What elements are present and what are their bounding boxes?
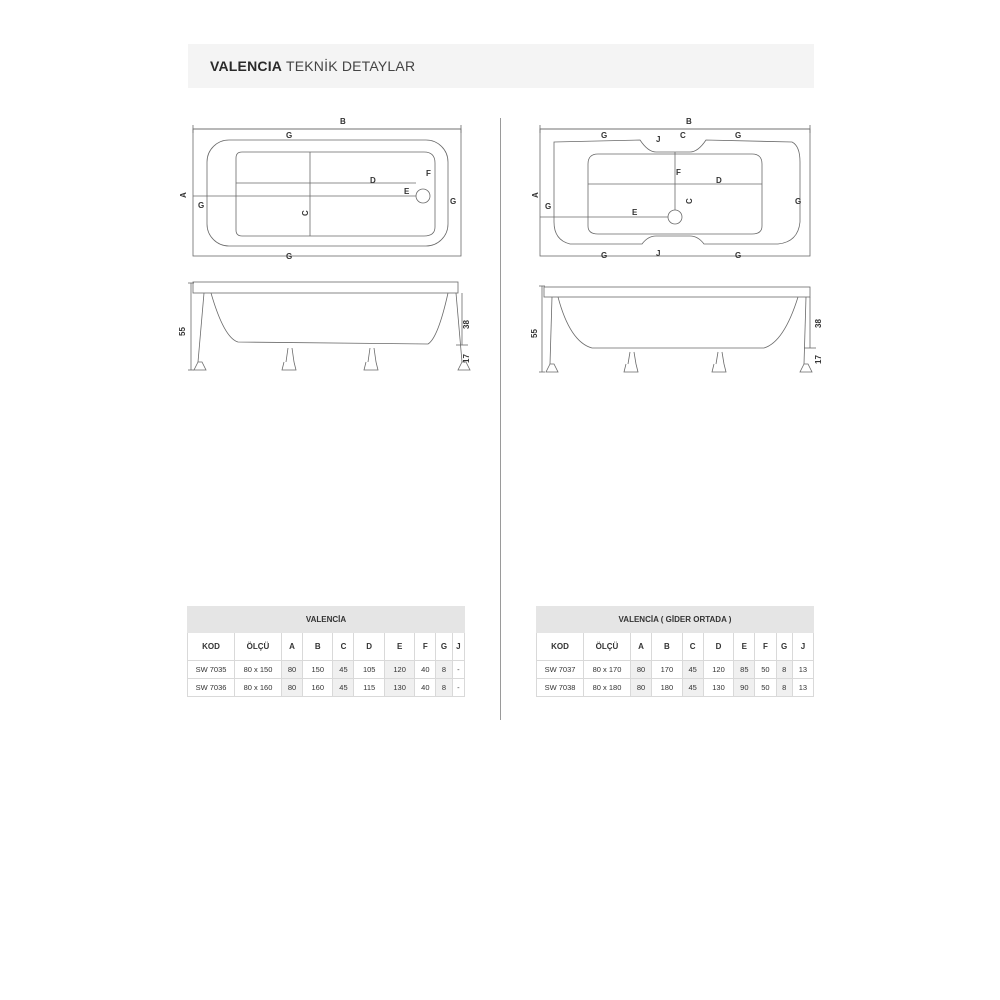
cell: 8 xyxy=(776,661,792,679)
right-side-view-drawing xyxy=(528,280,828,380)
cell: SW 7038 xyxy=(537,679,584,697)
cell: 180 xyxy=(652,679,683,697)
col-header-g: G xyxy=(776,633,792,661)
cell: 150 xyxy=(303,661,333,679)
col-header-j: J xyxy=(452,633,464,661)
label-c-top: C xyxy=(680,131,686,140)
label-17: 17 xyxy=(814,355,823,364)
table-title: VALENCİA ( GİDER ORTADA ) xyxy=(537,607,814,633)
cell: - xyxy=(452,661,464,679)
label-55: 55 xyxy=(178,327,187,336)
label-38: 38 xyxy=(462,320,471,329)
col-header-j: J xyxy=(792,633,813,661)
table-row xyxy=(537,679,814,697)
label-b: B xyxy=(686,117,692,126)
col-header-b: B xyxy=(652,633,683,661)
column-divider xyxy=(500,118,501,720)
cell: SW 7035 xyxy=(188,661,235,679)
label-17: 17 xyxy=(462,354,471,363)
label-j-top: J xyxy=(656,135,661,144)
label-g-top: G xyxy=(286,131,293,140)
label-c: C xyxy=(301,210,310,216)
label-d: D xyxy=(370,176,376,185)
cell: 45 xyxy=(333,679,354,697)
label-g-left: G xyxy=(545,202,552,211)
cell: 45 xyxy=(682,661,703,679)
label-a: A xyxy=(179,192,188,198)
cell: 50 xyxy=(755,679,776,697)
cell: 120 xyxy=(703,661,734,679)
col-header-e: E xyxy=(384,633,414,661)
cell: 115 xyxy=(354,679,384,697)
label-g-bottom: G xyxy=(286,252,293,261)
col-header-olcu: ÖLÇÜ xyxy=(235,633,282,661)
col-header-f: F xyxy=(755,633,776,661)
col-header-kod: KOD xyxy=(537,633,584,661)
cell: SW 7037 xyxy=(537,661,584,679)
col-header-c: C xyxy=(333,633,354,661)
col-header-c: C xyxy=(682,633,703,661)
cell: 130 xyxy=(703,679,734,697)
cell: 80 xyxy=(282,661,303,679)
label-38: 38 xyxy=(814,319,823,328)
col-header-f: F xyxy=(415,633,436,661)
left-side-view-drawing xyxy=(176,278,476,378)
label-a: A xyxy=(531,192,540,198)
cell: 8 xyxy=(436,661,452,679)
cell: 80 x 180 xyxy=(584,679,631,697)
left-top-view-drawing xyxy=(180,112,470,272)
cell: 8 xyxy=(436,679,452,697)
cell: 40 xyxy=(415,661,436,679)
label-g-bottom-right: G xyxy=(735,251,742,260)
table-header-row xyxy=(188,633,465,661)
cell: 80 xyxy=(631,679,652,697)
col-header-d: D xyxy=(354,633,384,661)
cell: 130 xyxy=(384,679,414,697)
cell: 90 xyxy=(734,679,755,697)
cell: 13 xyxy=(792,679,813,697)
cell: 85 xyxy=(734,661,755,679)
cell: 13 xyxy=(792,661,813,679)
page-title xyxy=(210,58,415,74)
table-title-row xyxy=(188,607,465,633)
label-55: 55 xyxy=(530,329,539,338)
col-header-g: G xyxy=(436,633,452,661)
label-j-bottom: J xyxy=(656,249,661,258)
table-title: VALENCİA xyxy=(188,607,465,633)
cell: 8 xyxy=(776,679,792,697)
label-g-right: G xyxy=(795,197,802,206)
label-g-bottom-left: G xyxy=(601,251,608,260)
col-header-olcu: ÖLÇÜ xyxy=(584,633,631,661)
col-header-kod: KOD xyxy=(188,633,235,661)
cell: 50 xyxy=(755,661,776,679)
cell: 120 xyxy=(384,661,414,679)
table-row xyxy=(188,679,465,697)
cell: 80 xyxy=(282,679,303,697)
table-header-row xyxy=(537,633,814,661)
cell: 160 xyxy=(303,679,333,697)
spec-table-right xyxy=(536,606,814,697)
label-g-right: G xyxy=(450,197,457,206)
cell: 80 x 150 xyxy=(235,661,282,679)
label-f: F xyxy=(676,168,681,177)
label-e: E xyxy=(632,208,638,217)
cell: - xyxy=(452,679,464,697)
right-top-view-drawing xyxy=(530,112,820,272)
col-header-a: A xyxy=(282,633,303,661)
table-title-row xyxy=(537,607,814,633)
label-g-top-right: G xyxy=(735,131,742,140)
label-e: E xyxy=(404,187,410,196)
label-b: B xyxy=(340,117,346,126)
label-g-left: G xyxy=(198,201,205,210)
cell: 105 xyxy=(354,661,384,679)
cell: 170 xyxy=(652,661,683,679)
cell: 45 xyxy=(333,661,354,679)
title-model: VALENCIA xyxy=(210,58,283,74)
label-d: D xyxy=(716,176,722,185)
cell: 45 xyxy=(682,679,703,697)
cell: 40 xyxy=(415,679,436,697)
cell: 80 x 160 xyxy=(235,679,282,697)
col-header-a: A xyxy=(631,633,652,661)
col-header-b: B xyxy=(303,633,333,661)
col-header-e: E xyxy=(734,633,755,661)
table-row xyxy=(188,661,465,679)
title-subtitle: TEKNİK DETAYLAR xyxy=(285,58,416,74)
col-header-d: D xyxy=(703,633,734,661)
label-g-top-left: G xyxy=(601,131,608,140)
cell: SW 7036 xyxy=(188,679,235,697)
label-f: F xyxy=(426,169,431,178)
table-row xyxy=(537,661,814,679)
cell: 80 xyxy=(631,661,652,679)
spec-table-left xyxy=(187,606,465,697)
page-header xyxy=(188,44,814,88)
label-c-mid: C xyxy=(685,198,694,204)
cell: 80 x 170 xyxy=(584,661,631,679)
